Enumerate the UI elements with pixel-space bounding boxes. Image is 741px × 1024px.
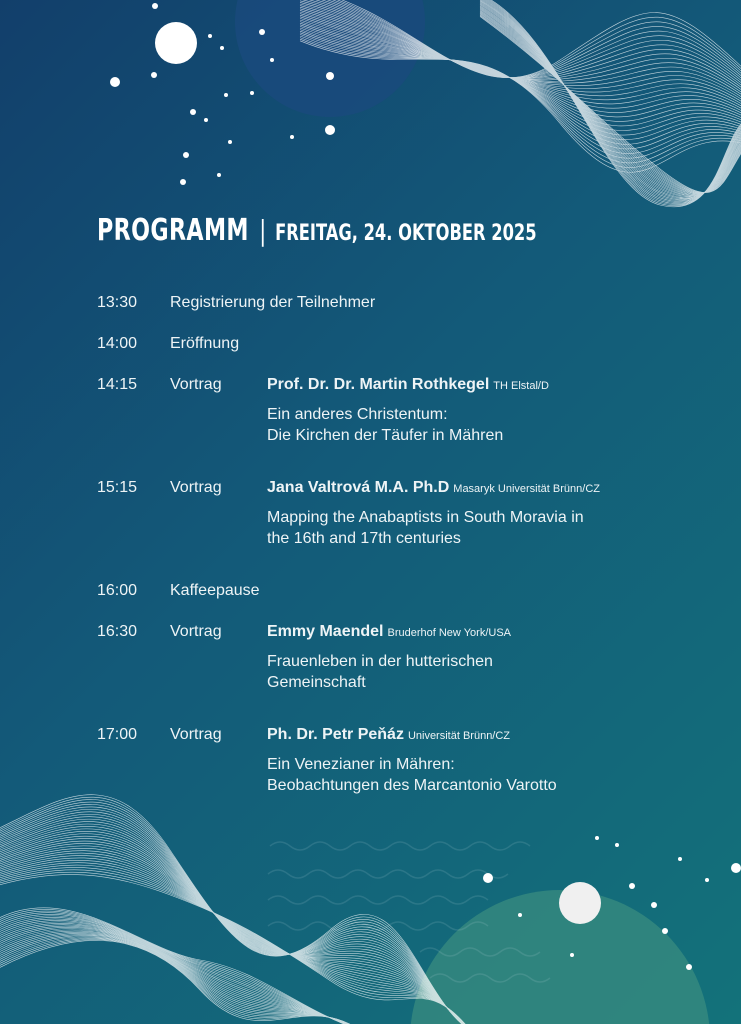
speaker [267, 374, 549, 397]
title-separator: | [259, 214, 267, 247]
talk-title-line: Frauenleben in der hutterischen [267, 653, 493, 670]
talk-title-line: Die Kirchen der Täufer in Mähren [267, 427, 504, 444]
talk-title-line: Mapping the Anabaptists in South Moravia in [267, 509, 584, 526]
talk-title-line: Beobachtungen des Marcantonio Varotto [267, 777, 557, 794]
moon-bottom [559, 882, 601, 924]
talk-title [267, 507, 627, 549]
talk-title [267, 754, 627, 796]
talk-title-line: Gemeinschaft [267, 674, 366, 691]
schedule-event: Vortrag [170, 726, 222, 743]
speaker [267, 724, 510, 747]
talk-title-line: the 16th and 17th centuries [267, 530, 461, 547]
schedule-time: 16:30 [97, 623, 138, 640]
speaker-affiliation: Bruderhof New York/USA [387, 627, 511, 639]
teal-circle-decoration [410, 890, 710, 1024]
schedule-event: Kaffeepause [170, 582, 260, 599]
speaker-name: Emmy Maendel [267, 623, 384, 640]
moon-top [155, 22, 197, 64]
speaker [267, 621, 511, 644]
schedule-event: Vortrag [170, 376, 222, 393]
talk-title-line: Ein Venezianer in Mähren: [267, 756, 455, 773]
speaker-affiliation: Masaryk Universität Brünn/CZ [453, 483, 600, 495]
schedule-time: 16:00 [97, 582, 138, 599]
program-heading [97, 213, 537, 253]
speaker-name: Ph. Dr. Petr Peňáz [267, 726, 404, 743]
schedule-time: 15:15 [97, 479, 138, 496]
program-title: PROGRAMM [97, 213, 249, 248]
talk-title [267, 651, 627, 693]
wave-lines-bottom [0, 795, 470, 1024]
talk-title-line: Ein anderes Christentum: [267, 406, 448, 423]
schedule-time: 14:15 [97, 376, 138, 393]
schedule-time: 13:30 [97, 294, 138, 311]
speaker-affiliation: TH Elstal/D [493, 380, 549, 392]
speaker [267, 477, 600, 500]
speaker-affiliation: Universität Brünn/CZ [407, 730, 511, 742]
schedule-event: Vortrag [170, 479, 222, 496]
speaker-name: Prof. Dr. Dr. Martin Rothkegel [267, 376, 490, 393]
schedule-time: 17:00 [97, 726, 138, 743]
talk-title [267, 404, 627, 446]
program-date: FREITAG, 24. OKTOBER 2025 [275, 221, 537, 246]
speaker-name: Jana Valtrová M.A. Ph.D [267, 479, 450, 496]
schedule-event: Vortrag [170, 623, 222, 640]
schedule-time: 14:00 [97, 335, 138, 352]
schedule-event: Registrierung der Teilnehmer [170, 294, 376, 311]
schedule-event: Eröffnung [170, 335, 240, 352]
